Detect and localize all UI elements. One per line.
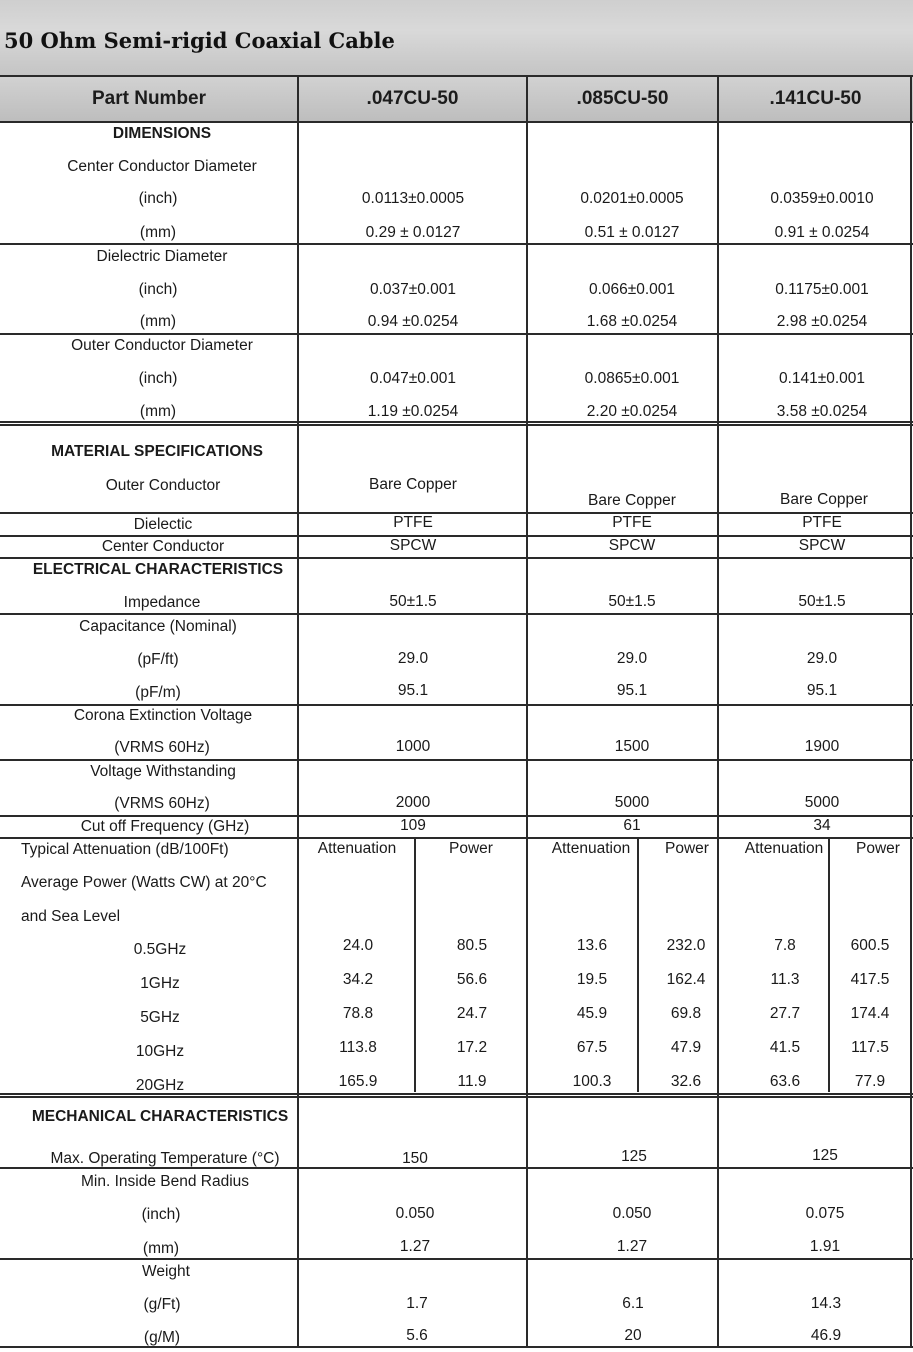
table-rule [0, 121, 913, 123]
table-rule [0, 535, 913, 537]
frequency-label: 20GHz [135, 1077, 185, 1094]
unit-label: (mm) [139, 403, 177, 420]
value-cell: 165.9 [338, 1073, 378, 1090]
table-rule [0, 75, 913, 77]
value-cell: 0.050 [612, 1205, 652, 1222]
table-rule [414, 838, 416, 1092]
value-cell: 50±1.5 [608, 593, 656, 610]
value-cell: 125 [621, 1148, 647, 1165]
value-cell: 5.6 [406, 1327, 428, 1344]
value-cell: 45.9 [576, 1005, 608, 1022]
table-rule [0, 815, 913, 817]
value-cell: 3.58 ±0.0254 [776, 403, 868, 420]
value-cell: 0.51 ± 0.0127 [584, 224, 680, 241]
table-rule [0, 759, 913, 761]
value-cell: 63.6 [769, 1073, 801, 1090]
value-cell: 1.27 [616, 1238, 648, 1255]
unit-label: (mm) [139, 224, 177, 241]
value-cell: SPCW [608, 537, 656, 554]
value-cell: 77.9 [854, 1073, 886, 1090]
value-cell: PTFE [612, 514, 652, 531]
value-cell: 95.1 [616, 682, 648, 699]
column-header: Power [665, 840, 709, 857]
value-cell: 0.0113±0.0005 [361, 190, 465, 207]
table-rule [0, 704, 913, 706]
value-cell: 232.0 [666, 937, 706, 954]
value-cell: 0.141±0.001 [778, 370, 866, 387]
value-cell: 19.5 [576, 971, 608, 988]
row-label: Impedance [123, 594, 201, 611]
row-label: Center Conductor [101, 538, 225, 555]
table-rule [0, 837, 913, 839]
value-cell: SPCW [389, 537, 437, 554]
table-rule [910, 76, 912, 1347]
value-cell: 1.91 [809, 1238, 841, 1255]
value-cell: 47.9 [670, 1039, 702, 1056]
value-cell: 100.3 [572, 1073, 612, 1090]
value-cell: 1.7 [406, 1295, 428, 1312]
value-cell: 174.4 [850, 1005, 890, 1022]
frequency-label: 5GHz [140, 1009, 180, 1026]
value-cell: 1.68 ±0.0254 [586, 313, 678, 330]
row-label: Average Power (Watts CW) at 20°C [21, 874, 267, 891]
value-cell: 1500 [614, 738, 650, 755]
unit-label: (pF/ft) [137, 651, 179, 668]
row-label: Capacitance (Nominal) [79, 618, 237, 635]
value-cell: 78.8 [342, 1005, 374, 1022]
value-cell: 1900 [804, 738, 840, 755]
value-cell: 0.066±0.001 [588, 281, 676, 298]
value-cell: 14.3 [810, 1295, 842, 1312]
value-cell: 0.0201±0.0005 [580, 190, 684, 207]
value-cell: 109 [400, 817, 426, 834]
table-rule [0, 613, 913, 615]
value-cell: SPCW [798, 537, 846, 554]
value-cell: 117.5 [851, 1039, 889, 1056]
section-heading: MECHANICAL CHARACTERISTICS [31, 1108, 289, 1125]
title-banner [0, 0, 913, 76]
row-label: Center Conductor Diameter [67, 158, 257, 175]
value-cell: 46.9 [810, 1327, 842, 1344]
value-cell: 2000 [395, 794, 431, 811]
value-cell: 32.6 [670, 1073, 702, 1090]
value-cell: 6.1 [622, 1295, 644, 1312]
row-label: Min. Inside Bend Radius [80, 1173, 250, 1190]
value-cell: 24.0 [342, 937, 374, 954]
column-header: Attenuation [551, 840, 631, 857]
value-cell: Bare Copper [369, 476, 457, 493]
value-cell: 95.1 [806, 682, 838, 699]
unit-label: (inch) [138, 190, 178, 207]
table-rule [828, 838, 830, 1092]
value-cell: 2.20 ±0.0254 [586, 403, 678, 420]
value-cell: 20 [624, 1327, 642, 1344]
value-cell: 34.2 [342, 971, 374, 988]
row-label: Voltage Withstanding [90, 763, 236, 780]
unit-label: (VRMS 60Hz) [114, 795, 210, 812]
table-rule [0, 421, 913, 423]
value-cell: 0.0359±0.0010 [770, 190, 874, 207]
value-cell: 11.3 [770, 971, 800, 988]
value-cell: 34 [813, 817, 831, 834]
value-cell: 417.5 [850, 971, 890, 988]
table-rule [0, 1346, 913, 1348]
value-cell: 95.1 [397, 682, 429, 699]
row-label: Weight [142, 1263, 190, 1280]
value-cell: 0.94 ±0.0254 [367, 313, 459, 330]
value-cell: PTFE [802, 514, 842, 531]
value-cell: 1.27 [399, 1238, 431, 1255]
value-cell: 50±1.5 [389, 593, 437, 610]
value-cell: Bare Copper [780, 491, 868, 508]
frequency-label: 1GHz [140, 975, 180, 992]
table-rule [0, 557, 913, 559]
value-cell: 0.29 ± 0.0127 [365, 224, 461, 241]
value-cell: 11.9 [457, 1073, 487, 1090]
value-cell: 0.91 ± 0.0254 [774, 224, 870, 241]
section-heading: DIMENSIONS [112, 125, 212, 142]
value-cell: 56.6 [456, 971, 488, 988]
column-header: Power [856, 840, 900, 857]
row-label: Outer Conductor [105, 477, 221, 494]
value-cell: 0.047±0.001 [369, 370, 457, 387]
unit-label: (VRMS 60Hz) [114, 739, 210, 756]
value-cell: 5000 [614, 794, 650, 811]
value-cell: 41.5 [769, 1039, 801, 1056]
value-cell: 29.0 [806, 650, 838, 667]
table-rule [0, 1258, 913, 1260]
value-cell: 600.5 [850, 937, 890, 954]
table-rule [717, 76, 719, 1347]
value-cell: 0.1175±0.001 [775, 281, 869, 298]
row-label: Dielectic [133, 516, 193, 533]
row-label: and Sea Level [21, 908, 121, 925]
table-rule [0, 512, 913, 514]
value-cell: 2.98 ±0.0254 [776, 313, 868, 330]
value-cell: Bare Copper [588, 492, 676, 509]
value-cell: 150 [402, 1150, 428, 1167]
value-cell: 0.037±0.001 [369, 281, 457, 298]
unit-label: (mm) [139, 313, 177, 330]
value-cell: 0.050 [395, 1205, 435, 1222]
column-header: Power [449, 840, 493, 857]
frequency-label: 10GHz [135, 1043, 185, 1060]
row-label: Outer Conductor Diameter [71, 337, 253, 354]
unit-label: (g/Ft) [143, 1296, 181, 1313]
value-cell: 29.0 [397, 650, 429, 667]
table-rule [0, 424, 913, 426]
section-heading: ELECTRICAL CHARACTERISTICS [32, 561, 284, 578]
value-cell: 0.075 [805, 1205, 845, 1222]
row-label: Max. Operating Temperature (°C) [50, 1150, 280, 1167]
unit-label: (inch) [138, 370, 178, 387]
value-cell: 162.4 [666, 971, 706, 988]
table-rule [0, 1096, 913, 1098]
value-cell: 29.0 [616, 650, 648, 667]
frequency-label: 0.5GHz [133, 941, 187, 958]
value-cell: 61 [623, 817, 641, 834]
column-header: Attenuation [744, 840, 824, 857]
value-cell: 13.6 [576, 937, 608, 954]
row-label: Cut off Frequency (GHz) [80, 818, 250, 835]
row-label: Typical Attenuation (dB/100Ft) [21, 841, 229, 858]
value-cell: 7.8 [774, 937, 796, 954]
value-cell: 50±1.5 [798, 593, 846, 610]
table-rule [637, 838, 639, 1092]
unit-label: (mm) [142, 1240, 180, 1257]
value-cell: PTFE [393, 514, 433, 531]
value-cell: 0.0865±0.001 [584, 370, 680, 387]
value-cell: 1000 [395, 738, 431, 755]
unit-label: (inch) [141, 1206, 181, 1223]
value-cell: 17.2 [456, 1039, 488, 1056]
table-rule [297, 76, 299, 1347]
table-rule [526, 76, 528, 1347]
value-cell: 24.7 [456, 1005, 488, 1022]
value-cell: 5000 [804, 794, 840, 811]
unit-label: (g/M) [143, 1329, 181, 1346]
header-part-141: .141CU-50 [718, 76, 913, 122]
value-cell: 113.8 [339, 1039, 377, 1056]
value-cell: 27.7 [769, 1005, 801, 1022]
value-cell: 69.8 [670, 1005, 702, 1022]
unit-label: (pF/m) [135, 684, 181, 701]
section-heading: MATERIAL SPECIFICATIONS [51, 443, 263, 460]
table-rule [0, 333, 913, 335]
row-label: Dielectric Diameter [96, 248, 228, 265]
header-part-number: Part Number [0, 76, 298, 122]
unit-label: (inch) [138, 281, 178, 298]
row-label: Corona Extinction Voltage [73, 707, 253, 724]
value-cell: 125 [812, 1147, 838, 1164]
value-cell: 1.19 ±0.0254 [367, 403, 459, 420]
page-title: 50 Ohm Semi-rigid Coaxial Cable [4, 28, 395, 53]
value-cell: 67.5 [576, 1039, 608, 1056]
header-part-047: .047CU-50 [298, 76, 527, 122]
table-rule [0, 243, 913, 245]
value-cell: 80.5 [456, 937, 488, 954]
column-header: Attenuation [317, 840, 397, 857]
header-part-085: .085CU-50 [527, 76, 718, 122]
